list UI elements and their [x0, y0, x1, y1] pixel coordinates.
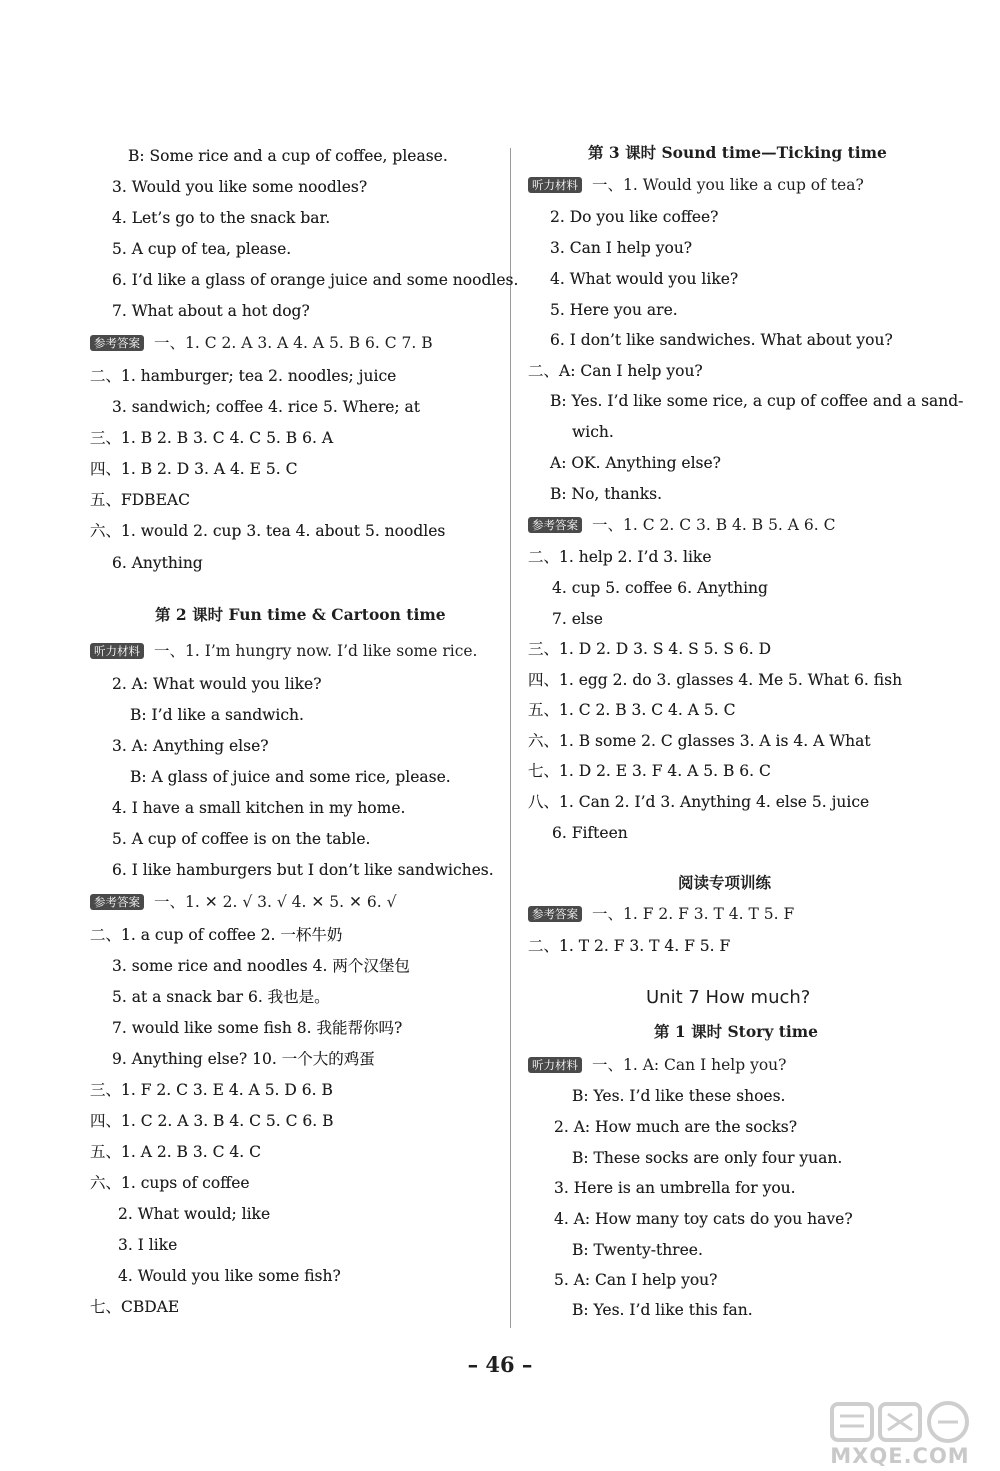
unit-heading: Unit 7 How much? [646, 987, 811, 1008]
text-line: 5. A cup of coffee is on the table. [112, 830, 371, 848]
text-line: 一、1. Would you like a cup of tea? [592, 176, 864, 194]
page-number: – 46 – [467, 1352, 533, 1377]
lesson-heading: 第 1 课时 Story time [654, 1022, 819, 1041]
watermark-site: MXQE.COM [830, 1444, 970, 1468]
text-line: wich. [572, 423, 614, 441]
text-line: 2. Do you like coffee? [550, 208, 719, 226]
listening-block-3 [528, 175, 948, 195]
text-line: 三、1. F 2. C 3. E 4. A 5. D 6. B [90, 1081, 333, 1099]
text-line: 四、1. C 2. A 3. B 4. C 5. C 6. B [90, 1112, 334, 1130]
text-line: 7. else [552, 610, 603, 628]
lesson-heading: 第 3 课时 Sound time—Ticking time [588, 143, 887, 162]
text-line: A: OK. Anything else? [550, 454, 721, 472]
text-line: 五、1. C 2. B 3. C 4. A 5. C [528, 701, 736, 719]
text-line: 八、1. Can 2. I’d 3. Anything 4. else 5. juice [528, 793, 870, 811]
text-line: 6. I don’t like sandwiches. What about you? [550, 331, 893, 349]
text-line: B: A glass of juice and some rice, please. [130, 768, 451, 786]
text-line: 一、1. C 2. A 3. A 4. A 5. B 6. C 7. B [154, 334, 433, 352]
text-line: 2. A: What would you like? [112, 675, 322, 693]
text-line: 六、1. B some 2. C glasses 3. A is 4. A What [528, 732, 871, 750]
text-line: 七、1. D 2. E 3. F 4. A 5. B 6. C [528, 762, 771, 780]
answer-block-4 [528, 904, 948, 924]
text-line: 四、1. egg 2. do 3. glasses 4. Me 5. What 6. fish [528, 671, 903, 689]
text-line: 5. Here you are. [550, 301, 678, 319]
text-line: 5. at a snack bar 6. 我也是。 [112, 988, 330, 1006]
answer-tag: 参考答案 [528, 517, 582, 533]
text-line: 4. What would you like? [550, 270, 739, 288]
text-line: 2. A: How much are the socks? [554, 1118, 798, 1136]
text-line: 一、1. C 2. C 3. B 4. B 5. A 6. C [592, 516, 836, 534]
text-line: 4. Let’s go to the snack bar. [112, 209, 331, 227]
lesson-heading: 第 2 课时 Fun time & Cartoon time [155, 605, 446, 624]
text-line: 三、1. D 2. D 3. S 4. S 5. S 6. D [528, 640, 772, 658]
answer-tag: 参考答案 [90, 335, 144, 351]
watermark-logo [810, 1398, 990, 1468]
text-line: 7. would like some fish 8. 我能帮你吗? [112, 1019, 403, 1037]
watermark-icon [810, 1398, 990, 1446]
text-line: 一、1. A: Can I help you? [592, 1056, 787, 1074]
text-line: 3. I like [118, 1236, 178, 1254]
text-line: 5. A: Can I help you? [554, 1271, 718, 1289]
text-line: 五、1. A 2. B 3. C 4. C [90, 1143, 261, 1161]
text-line: 一、1. F 2. F 3. T 4. T 5. F [592, 905, 795, 923]
text-line: B: Yes. I’d like these shoes. [572, 1087, 786, 1105]
text-line: 三、1. B 2. B 3. C 4. C 5. B 6. A [90, 429, 334, 447]
text-line: 二、1. a cup of coffee 2. 一杯牛奶 [90, 926, 343, 944]
text-line: 3. Would you like some noodles? [112, 178, 368, 196]
answer-block-3 [528, 515, 948, 535]
answer-tag: 参考答案 [90, 894, 144, 910]
listening-tag: 听力材料 [528, 177, 582, 193]
text-line: 6. Fifteen [552, 824, 628, 842]
text-line: 六、1. cups of coffee [90, 1174, 250, 1192]
text-line: 3. sandwich; coffee 4. rice 5. Where; at [112, 398, 421, 416]
text-line: 3. Can I help you? [550, 239, 693, 257]
text-line: 七、CBDAE [90, 1298, 180, 1316]
listening-block-4 [528, 1055, 948, 1075]
text-line: 二、1. T 2. F 3. T 4. F 5. F [528, 937, 731, 955]
text-line: 4. I have a small kitchen in my home. [112, 799, 406, 817]
text-line: B: Twenty-three. [572, 1241, 703, 1259]
answer-block-2 [90, 892, 500, 912]
text-line: 2. What would; like [118, 1205, 271, 1223]
text-line: 二、1. help 2. I’d 3. like [528, 548, 712, 566]
text-line: 4. cup 5. coffee 6. Anything [552, 579, 768, 597]
text-line: 五、FDBEAC [90, 491, 190, 509]
answer-tag: 参考答案 [528, 906, 582, 922]
listening-tag: 听力材料 [90, 643, 144, 659]
listening-block-2 [90, 641, 500, 661]
text-line: 二、A: Can I help you? [528, 362, 703, 380]
text-line: B: These socks are only four yuan. [572, 1149, 843, 1167]
text-line: 3. some rice and noodles 4. 两个汉堡包 [112, 957, 410, 975]
text-line: 6. Anything [112, 554, 203, 572]
text-line: 3. A: Anything else? [112, 737, 269, 755]
text-line: B: Yes. I’d like this fan. [572, 1301, 753, 1319]
text-line: B: Some rice and a cup of coffee, please. [128, 147, 448, 165]
text-line: 5. A cup of tea, please. [112, 240, 292, 258]
text-line: 9. Anything else? 10. 一个大的鸡蛋 [112, 1050, 375, 1068]
section-heading: 阅读专项训练 [678, 873, 772, 892]
text-line: 6. I’d like a glass of orange juice and some noodles. [112, 271, 519, 289]
answer-block-1 [90, 333, 500, 353]
text-line: B: No, thanks. [550, 485, 662, 503]
text-line: 一、1. ✕ 2. √ 3. √ 4. ✕ 5. ✕ 6. √ [154, 893, 397, 911]
text-line: 4. A: How many toy cats do you have? [554, 1210, 853, 1228]
listening-tag: 听力材料 [528, 1057, 582, 1073]
text-line: 6. I like hamburgers but I don’t like sandwiches. [112, 861, 494, 879]
text-line: 一、1. I’m hungry now. I’d like some rice. [154, 642, 478, 660]
text-line: 7. What about a hot dog? [112, 302, 310, 320]
text-line: 二、1. hamburger; tea 2. noodles; juice [90, 367, 397, 385]
text-line: 六、1. would 2. cup 3. tea 4. about 5. noodles [90, 522, 446, 540]
text-line: B: I’d like a sandwich. [130, 706, 304, 724]
text-line: 3. Here is an umbrella for you. [554, 1179, 796, 1197]
text-line: 四、1. B 2. D 3. A 4. E 5. C [90, 460, 298, 478]
text-line: 4. Would you like some fish? [118, 1267, 341, 1285]
column-divider [510, 148, 511, 1328]
text-line: B: Yes. I’d like some rice, a cup of coffee and a sand- [550, 392, 964, 410]
